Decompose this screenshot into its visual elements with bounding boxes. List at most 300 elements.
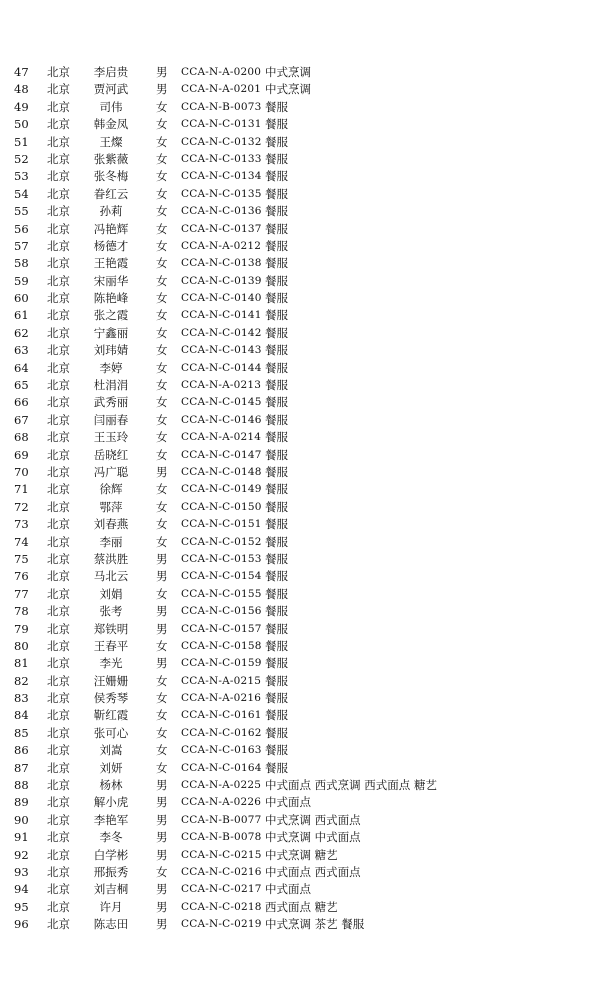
certificate-code: CCA-N-C-0218 bbox=[181, 900, 262, 913]
gender: 女 bbox=[156, 482, 168, 497]
row-number: 77 bbox=[14, 586, 29, 601]
gender: 女 bbox=[156, 221, 168, 236]
certificate-code: CCA-N-C-0156 bbox=[181, 605, 262, 618]
specialties: 餐服 bbox=[265, 430, 288, 445]
person-name: 许月 bbox=[99, 899, 123, 914]
gender: 女 bbox=[156, 534, 168, 549]
certificate-code: CCA-N-A-0214 bbox=[181, 431, 262, 444]
table-row bbox=[0, 342, 600, 359]
person-name: 刘吉桐 bbox=[93, 882, 129, 897]
person-name: 刘娟 bbox=[99, 586, 123, 601]
specialties: 餐服 bbox=[265, 343, 288, 358]
specialties: 餐服 bbox=[265, 725, 288, 740]
specialties: 餐服 bbox=[265, 412, 288, 427]
table-row bbox=[0, 203, 600, 220]
person-name: 李光 bbox=[99, 656, 123, 671]
table-row bbox=[0, 551, 600, 568]
city: 北京 bbox=[47, 847, 70, 862]
certificate-code: CCA-N-C-0148 bbox=[181, 465, 262, 478]
gender: 女 bbox=[156, 238, 168, 253]
table-row bbox=[0, 221, 600, 238]
city: 北京 bbox=[47, 186, 70, 201]
row-number: 84 bbox=[14, 708, 29, 723]
specialties: 餐服 bbox=[265, 534, 288, 549]
gender: 女 bbox=[156, 447, 168, 462]
city: 北京 bbox=[47, 691, 70, 706]
certificate-code: CCA-N-C-0158 bbox=[181, 639, 262, 652]
gender: 女 bbox=[156, 517, 168, 532]
gender: 女 bbox=[156, 430, 168, 445]
row-number: 66 bbox=[14, 395, 29, 410]
gender: 女 bbox=[156, 586, 168, 601]
person-name: 郑铁明 bbox=[93, 621, 129, 636]
table-row bbox=[0, 429, 600, 446]
certificate-code: CCA-N-C-0137 bbox=[181, 222, 262, 235]
city: 北京 bbox=[47, 395, 70, 410]
gender: 女 bbox=[156, 99, 168, 114]
certificate-code: CCA-N-C-0215 bbox=[181, 848, 262, 861]
row-number: 88 bbox=[14, 778, 29, 793]
person-name: 王玉玲 bbox=[93, 430, 129, 445]
row-number: 82 bbox=[14, 673, 29, 688]
specialties: 餐服 bbox=[265, 482, 288, 497]
gender: 男 bbox=[156, 604, 168, 619]
person-name: 汪姗姗 bbox=[93, 673, 129, 688]
city: 北京 bbox=[47, 812, 70, 827]
person-name: 张之霞 bbox=[93, 308, 129, 323]
row-number: 73 bbox=[14, 517, 29, 532]
table-row bbox=[0, 638, 600, 655]
specialties: 中式烹调 糖艺 bbox=[265, 847, 338, 862]
city: 北京 bbox=[47, 604, 70, 619]
person-name: 陈艳峰 bbox=[93, 291, 129, 306]
table-row bbox=[0, 464, 600, 481]
certificate-code: CCA-N-C-0132 bbox=[181, 135, 262, 148]
row-number: 94 bbox=[14, 882, 29, 897]
person-name: 王艳霞 bbox=[93, 256, 129, 271]
row-number: 56 bbox=[14, 221, 29, 236]
table-row bbox=[0, 603, 600, 620]
gender: 女 bbox=[156, 725, 168, 740]
certificate-list bbox=[0, 64, 600, 934]
city: 北京 bbox=[47, 308, 70, 323]
certificate-code: CCA-N-C-0140 bbox=[181, 292, 262, 305]
person-name: 李艳军 bbox=[93, 812, 129, 827]
row-number: 48 bbox=[14, 82, 29, 97]
city: 北京 bbox=[47, 534, 70, 549]
city: 北京 bbox=[47, 447, 70, 462]
person-name: 岳晓红 bbox=[93, 447, 129, 462]
city: 北京 bbox=[47, 99, 70, 114]
city: 北京 bbox=[47, 412, 70, 427]
city: 北京 bbox=[47, 117, 70, 132]
certificate-code: CCA-N-C-0136 bbox=[181, 205, 262, 218]
specialties: 餐服 bbox=[265, 221, 288, 236]
certificate-code: CCA-N-C-0157 bbox=[181, 622, 262, 635]
person-name: 冯艳辉 bbox=[93, 221, 129, 236]
person-name: 张可心 bbox=[93, 725, 129, 740]
gender: 男 bbox=[156, 464, 168, 479]
gender: 女 bbox=[156, 169, 168, 184]
gender: 女 bbox=[156, 638, 168, 653]
city: 北京 bbox=[47, 343, 70, 358]
specialties: 餐服 bbox=[265, 325, 288, 340]
person-name: 刘玮婧 bbox=[93, 343, 129, 358]
city: 北京 bbox=[47, 360, 70, 375]
gender: 女 bbox=[156, 186, 168, 201]
row-number: 58 bbox=[14, 256, 29, 271]
person-name: 鄂萍 bbox=[99, 499, 123, 514]
specialties: 餐服 bbox=[265, 743, 288, 758]
person-name: 马北云 bbox=[93, 569, 129, 584]
city: 北京 bbox=[47, 778, 70, 793]
certificate-code: CCA-N-C-0145 bbox=[181, 396, 262, 409]
row-number: 71 bbox=[14, 482, 29, 497]
gender: 男 bbox=[156, 847, 168, 862]
specialties: 餐服 bbox=[265, 273, 288, 288]
gender: 男 bbox=[156, 82, 168, 97]
table-row bbox=[0, 673, 600, 690]
city: 北京 bbox=[47, 325, 70, 340]
specialties: 餐服 bbox=[265, 656, 288, 671]
certificate-code: CCA-N-C-0144 bbox=[181, 361, 262, 374]
gender: 男 bbox=[156, 551, 168, 566]
gender: 女 bbox=[156, 743, 168, 758]
specialties: 餐服 bbox=[265, 291, 288, 306]
person-name: 王春平 bbox=[93, 638, 129, 653]
table-row bbox=[0, 847, 600, 864]
specialties: 中式烹调 bbox=[265, 65, 311, 79]
gender: 女 bbox=[156, 308, 168, 323]
certificate-code: CCA-N-A-0212 bbox=[181, 239, 262, 252]
row-number: 51 bbox=[14, 134, 29, 149]
table-row bbox=[0, 64, 600, 81]
table-row bbox=[0, 168, 600, 185]
city: 北京 bbox=[47, 864, 70, 879]
person-name: 武秀丽 bbox=[93, 395, 129, 410]
row-number: 67 bbox=[14, 412, 29, 427]
row-number: 72 bbox=[14, 499, 29, 514]
table-row bbox=[0, 151, 600, 168]
city: 北京 bbox=[47, 638, 70, 653]
gender: 女 bbox=[156, 256, 168, 271]
person-name: 宁鑫丽 bbox=[93, 325, 129, 340]
gender: 女 bbox=[156, 151, 168, 166]
row-number: 90 bbox=[14, 812, 29, 827]
city: 北京 bbox=[47, 499, 70, 514]
person-name: 李启贵 bbox=[93, 65, 129, 79]
person-name: 侯秀琴 bbox=[93, 691, 129, 706]
table-row bbox=[0, 586, 600, 603]
city: 北京 bbox=[47, 204, 70, 219]
person-name: 冯广聪 bbox=[93, 464, 129, 479]
gender: 男 bbox=[156, 656, 168, 671]
certificate-code: CCA-N-C-0150 bbox=[181, 500, 262, 513]
gender: 女 bbox=[156, 378, 168, 393]
specialties: 餐服 bbox=[265, 760, 288, 775]
gender: 男 bbox=[156, 795, 168, 810]
person-name: 蔡洪胜 bbox=[93, 551, 129, 566]
city: 北京 bbox=[47, 760, 70, 775]
certificate-code: CCA-N-C-0216 bbox=[181, 865, 262, 878]
table-row bbox=[0, 447, 600, 464]
row-number: 63 bbox=[14, 343, 29, 358]
row-number: 53 bbox=[14, 169, 29, 184]
certificate-code: CCA-N-C-0161 bbox=[181, 709, 262, 722]
row-number: 65 bbox=[14, 378, 29, 393]
specialties: 中式烹调 bbox=[265, 82, 311, 97]
gender: 男 bbox=[156, 621, 168, 636]
certificate-code: CCA-N-C-0134 bbox=[181, 170, 262, 183]
specialties: 中式烹调 中式面点 bbox=[265, 830, 361, 845]
city: 北京 bbox=[47, 517, 70, 532]
certificate-code: CCA-N-A-0225 bbox=[181, 779, 262, 792]
specialties: 餐服 bbox=[265, 256, 288, 271]
certificate-code: CCA-N-C-0159 bbox=[181, 657, 262, 670]
specialties: 中式面点 西式面点 bbox=[265, 864, 361, 879]
gender: 男 bbox=[156, 917, 168, 932]
gender: 女 bbox=[156, 691, 168, 706]
city: 北京 bbox=[47, 569, 70, 584]
specialties: 餐服 bbox=[265, 604, 288, 619]
certificate-code: CCA-N-C-0155 bbox=[181, 587, 262, 600]
gender: 男 bbox=[156, 882, 168, 897]
certificate-code: CCA-N-C-0133 bbox=[181, 152, 262, 165]
gender: 女 bbox=[156, 864, 168, 879]
row-number: 81 bbox=[14, 656, 29, 671]
table-row bbox=[0, 273, 600, 290]
certificate-code: CCA-N-A-0200 bbox=[181, 66, 262, 78]
person-name: 韩金凤 bbox=[93, 117, 129, 132]
person-name: 张冬梅 bbox=[93, 169, 129, 184]
specialties: 餐服 bbox=[265, 204, 288, 219]
row-number: 69 bbox=[14, 447, 29, 462]
row-number: 50 bbox=[14, 117, 29, 132]
city: 北京 bbox=[47, 378, 70, 393]
specialties: 中式面点 bbox=[265, 795, 311, 810]
table-row bbox=[0, 794, 600, 811]
certificate-code: CCA-N-C-0219 bbox=[181, 918, 262, 931]
row-number: 70 bbox=[14, 464, 29, 479]
city: 北京 bbox=[47, 169, 70, 184]
city: 北京 bbox=[47, 743, 70, 758]
city: 北京 bbox=[47, 221, 70, 236]
city: 北京 bbox=[47, 882, 70, 897]
city: 北京 bbox=[47, 291, 70, 306]
specialties: 餐服 bbox=[265, 517, 288, 532]
row-number: 80 bbox=[14, 638, 29, 653]
specialties: 餐服 bbox=[265, 169, 288, 184]
gender: 女 bbox=[156, 343, 168, 358]
table-row bbox=[0, 186, 600, 203]
person-name: 李冬 bbox=[99, 830, 123, 845]
certificate-code: CCA-N-C-0164 bbox=[181, 761, 262, 774]
row-number: 60 bbox=[14, 291, 29, 306]
table-row bbox=[0, 307, 600, 324]
certificate-code: CCA-N-C-0153 bbox=[181, 552, 262, 565]
person-name: 刘妍 bbox=[99, 760, 123, 775]
table-row bbox=[0, 621, 600, 638]
table-row bbox=[0, 707, 600, 724]
person-name: 李丽 bbox=[99, 534, 123, 549]
row-number: 64 bbox=[14, 360, 29, 375]
gender: 男 bbox=[156, 778, 168, 793]
specialties: 餐服 bbox=[265, 551, 288, 566]
gender: 女 bbox=[156, 204, 168, 219]
specialties: 餐服 bbox=[265, 447, 288, 462]
table-row bbox=[0, 725, 600, 742]
row-number: 75 bbox=[14, 551, 29, 566]
row-number: 91 bbox=[14, 830, 29, 845]
person-name: 闫丽春 bbox=[93, 412, 129, 427]
row-number: 49 bbox=[14, 99, 29, 114]
table-row bbox=[0, 568, 600, 585]
person-name: 徐辉 bbox=[99, 482, 123, 497]
certificate-code: CCA-N-C-0163 bbox=[181, 744, 262, 757]
specialties: 中式面点 bbox=[265, 882, 311, 897]
person-name: 眷红云 bbox=[93, 186, 129, 201]
certificate-code: CCA-N-A-0216 bbox=[181, 692, 262, 705]
person-name: 白学彬 bbox=[93, 847, 129, 862]
specialties: 餐服 bbox=[265, 151, 288, 166]
specialties: 中式烹调 茶艺 餐服 bbox=[265, 917, 365, 932]
table-row bbox=[0, 394, 600, 411]
gender: 女 bbox=[156, 273, 168, 288]
gender: 女 bbox=[156, 412, 168, 427]
gender: 女 bbox=[156, 117, 168, 132]
table-row bbox=[0, 916, 600, 933]
city: 北京 bbox=[47, 795, 70, 810]
certificate-code: CCA-N-C-0141 bbox=[181, 309, 262, 322]
gender: 男 bbox=[156, 569, 168, 584]
person-name: 刘春燕 bbox=[93, 517, 129, 532]
certificate-code: CCA-N-A-0213 bbox=[181, 379, 262, 392]
certificate-code: CCA-N-C-0162 bbox=[181, 726, 262, 739]
table-row bbox=[0, 499, 600, 516]
person-name: 贾河武 bbox=[93, 82, 129, 97]
city: 北京 bbox=[47, 673, 70, 688]
person-name: 杜涓涓 bbox=[93, 378, 129, 393]
certificate-code: CCA-N-C-0149 bbox=[181, 483, 262, 496]
table-row bbox=[0, 516, 600, 533]
gender: 女 bbox=[156, 325, 168, 340]
gender: 男 bbox=[156, 812, 168, 827]
row-number: 95 bbox=[14, 899, 29, 914]
table-row bbox=[0, 116, 600, 133]
gender: 女 bbox=[156, 673, 168, 688]
gender: 女 bbox=[156, 708, 168, 723]
table-row bbox=[0, 655, 600, 672]
specialties: 西式面点 糖艺 bbox=[265, 899, 338, 914]
specialties: 餐服 bbox=[265, 708, 288, 723]
city: 北京 bbox=[47, 656, 70, 671]
certificate-code: CCA-N-C-0152 bbox=[181, 535, 262, 548]
gender: 女 bbox=[156, 291, 168, 306]
table-row bbox=[0, 81, 600, 98]
city: 北京 bbox=[47, 586, 70, 601]
city: 北京 bbox=[47, 899, 70, 914]
person-name: 刘嵩 bbox=[99, 743, 123, 758]
gender: 女 bbox=[156, 360, 168, 375]
certificate-code: CCA-N-C-0154 bbox=[181, 570, 262, 583]
specialties: 餐服 bbox=[265, 360, 288, 375]
specialties: 餐服 bbox=[265, 99, 288, 114]
city: 北京 bbox=[47, 273, 70, 288]
certificate-code: CCA-N-C-0138 bbox=[181, 257, 262, 270]
person-name: 孙莉 bbox=[99, 204, 123, 219]
specialties: 餐服 bbox=[265, 395, 288, 410]
gender: 女 bbox=[156, 395, 168, 410]
table-row bbox=[0, 881, 600, 898]
specialties: 餐服 bbox=[265, 638, 288, 653]
table-row bbox=[0, 481, 600, 498]
row-number: 61 bbox=[14, 308, 29, 323]
person-name: 邢振秀 bbox=[93, 864, 129, 879]
specialties: 餐服 bbox=[265, 691, 288, 706]
table-row bbox=[0, 325, 600, 342]
certificate-code: CCA-N-C-0151 bbox=[181, 518, 262, 531]
city: 北京 bbox=[47, 430, 70, 445]
gender: 女 bbox=[156, 760, 168, 775]
row-number: 54 bbox=[14, 186, 29, 201]
gender: 男 bbox=[156, 830, 168, 845]
specialties: 餐服 bbox=[265, 586, 288, 601]
specialties: 餐服 bbox=[265, 308, 288, 323]
row-number: 89 bbox=[14, 795, 29, 810]
table-row bbox=[0, 412, 600, 429]
person-name: 司伟 bbox=[99, 99, 123, 114]
row-number: 83 bbox=[14, 691, 29, 706]
specialties: 餐服 bbox=[265, 117, 288, 132]
row-number: 62 bbox=[14, 325, 29, 340]
table-row bbox=[0, 742, 600, 759]
specialties: 餐服 bbox=[265, 673, 288, 688]
certificate-code: CCA-N-B-0078 bbox=[181, 831, 262, 844]
table-row bbox=[0, 238, 600, 255]
person-name: 解小虎 bbox=[93, 795, 129, 810]
row-number: 87 bbox=[14, 760, 29, 775]
city: 北京 bbox=[47, 482, 70, 497]
certificate-code: CCA-N-B-0073 bbox=[181, 100, 262, 113]
certificate-code: CCA-N-A-0215 bbox=[181, 674, 262, 687]
table-row bbox=[0, 534, 600, 551]
row-number: 78 bbox=[14, 604, 29, 619]
person-name: 陈志田 bbox=[93, 917, 129, 932]
certificate-code: CCA-N-C-0131 bbox=[181, 118, 262, 131]
table-row bbox=[0, 777, 600, 794]
person-name: 靳红霞 bbox=[93, 708, 129, 723]
table-row bbox=[0, 360, 600, 377]
gender: 男 bbox=[156, 899, 168, 914]
row-number: 68 bbox=[14, 430, 29, 445]
row-number: 92 bbox=[14, 847, 29, 862]
specialties: 餐服 bbox=[265, 569, 288, 584]
certificate-code: CCA-N-C-0143 bbox=[181, 344, 262, 357]
person-name: 李婷 bbox=[99, 360, 123, 375]
table-row bbox=[0, 377, 600, 394]
row-number: 55 bbox=[14, 204, 29, 219]
specialties: 餐服 bbox=[265, 464, 288, 479]
table-row bbox=[0, 864, 600, 881]
city: 北京 bbox=[47, 134, 70, 149]
gender: 女 bbox=[156, 134, 168, 149]
row-number: 57 bbox=[14, 238, 29, 253]
table-row bbox=[0, 255, 600, 272]
specialties: 餐服 bbox=[265, 499, 288, 514]
specialties: 餐服 bbox=[265, 378, 288, 393]
certificate-code: CCA-N-C-0147 bbox=[181, 448, 262, 461]
person-name: 杨林 bbox=[99, 778, 123, 793]
